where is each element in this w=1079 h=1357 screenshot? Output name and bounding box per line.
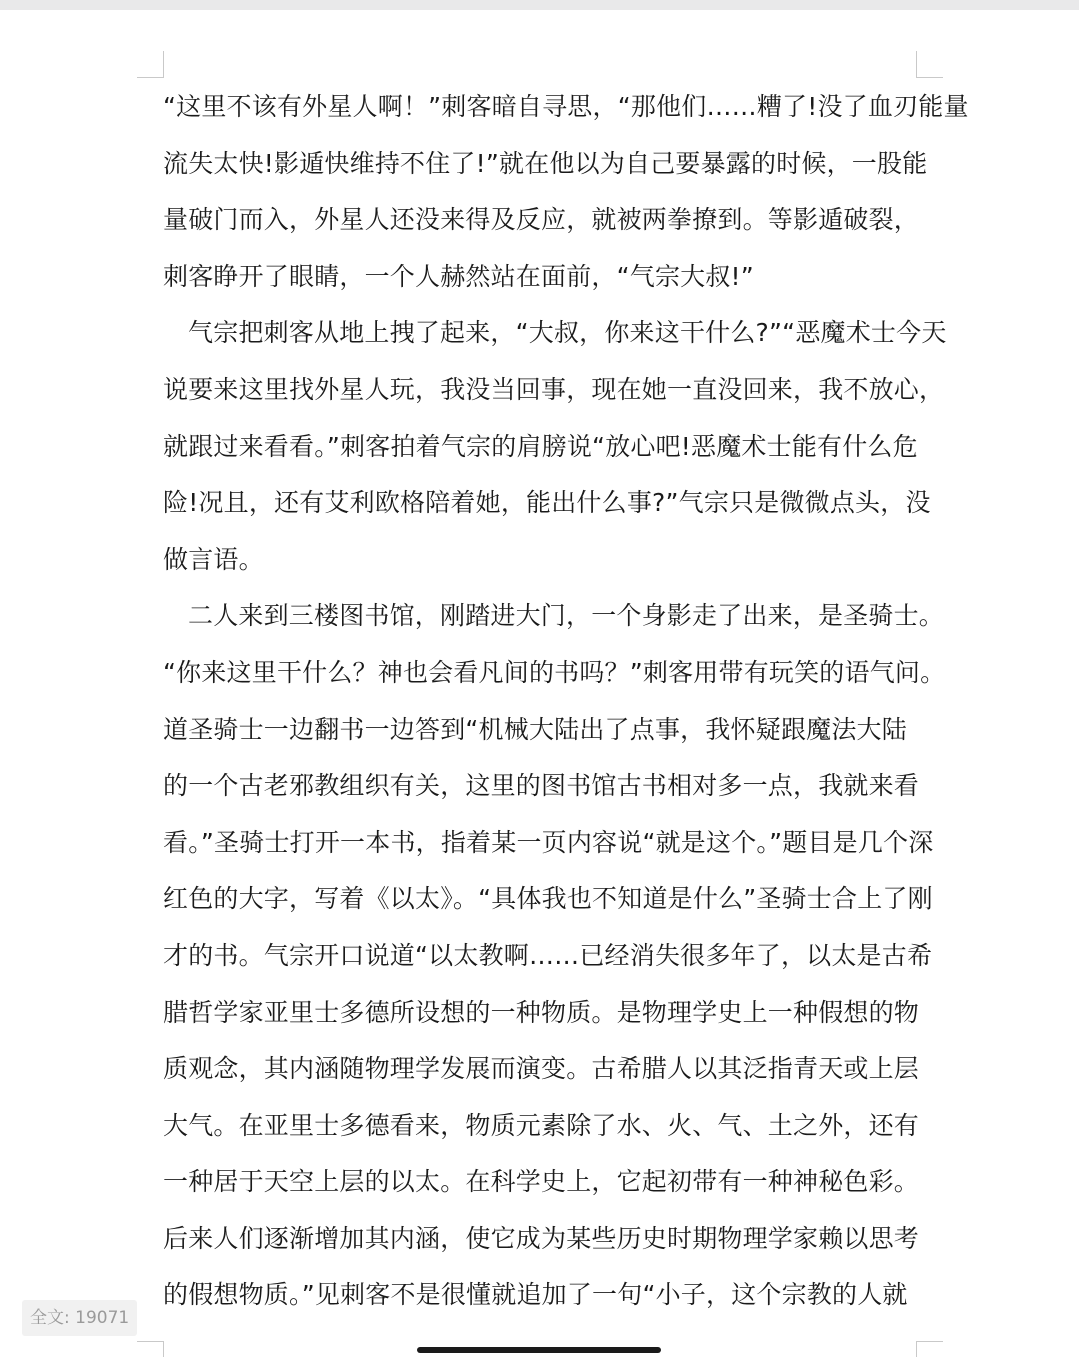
text-line: 大气。在亚里士多德看来，物质元素除了水、火、气、土之外，还有 (163, 1110, 920, 1140)
text-line: 一种居于天空上层的以太。在科学史上，它起初带有一种神秘色彩。 (163, 1167, 920, 1197)
page-corner-mark-bottom-right (916, 1341, 943, 1357)
text-line: 二人来到三楼图书馆，刚踏进大门，一个身影走了出来，是圣骑士。 (188, 601, 945, 631)
text-line: “这里不该有外星人啊！”刺客暗自寻思，“那他们……糟了!没了血刃能量 (163, 92, 969, 121)
text-line: 看。”圣骑士打开一本书，指着某一页内容说“就是这个。”题目是几个深 (163, 827, 934, 857)
page-corner-mark-top-right (916, 51, 943, 78)
text-line: 道圣骑士一边翻书一边答到“机械大陆出了点事，我怀疑跟魔法大陆 (163, 714, 907, 744)
text-line: 就跟过来看看。”刺客拍着气宗的肩膀说“放心吧!恶魔术士能有什么危 (163, 431, 918, 461)
text-line: 气宗把刺客从地上拽了起来，“大叔，你来这干什么?”“恶魔术士今天 (188, 318, 947, 348)
text-line: “你来这里干什么？神也会看凡间的书吗？”刺客用带有玩笑的语气问。 (163, 657, 946, 687)
text-line: 刺客睁开了眼睛，一个人赫然站在面前，“气宗大叔!” (163, 261, 754, 291)
page-corner-mark-top-left (137, 51, 164, 78)
text-line: 的假想物质。”见刺客不是很懂就追加了一句“小子，这个宗教的人就 (163, 1280, 908, 1310)
text-line: 说要来这里找外星人玩，我没当回事，现在她一直没回来，我不放心， (163, 374, 945, 404)
top-bar (0, 0, 1079, 10)
word-count-badge[interactable]: 全文: 19071 (22, 1300, 137, 1336)
text-line: 流失太快!影遁快维持不住了!”就在他以为自己要暴露的时候，一股能 (163, 148, 928, 178)
text-line: 险!况且，还有艾利欧格陪着她，能出什么事?”气宗只是微微点头，没 (163, 488, 931, 518)
text-line: 的一个古老邪教组织有关，这里的图书馆古书相对多一点，我就来看 (163, 771, 920, 801)
text-line: 做言语。 (163, 544, 264, 574)
text-line: 量破门而入，外星人还没来得及反应，就被两拳撩到。等影遁破裂， (163, 205, 920, 235)
text-line: 后来人们逐渐增加其内涵，使它成为某些历史时期物理学家赖以思考 (163, 1223, 920, 1253)
document-page[interactable] (163, 79, 969, 1324)
page-corner-mark-bottom-left (137, 1341, 164, 1357)
text-line: 红色的大字，写着《以太》。“具体我也不知道是什么”圣骑士合上了刚 (163, 884, 933, 914)
text-line: 腊哲学家亚里士多德所设想的一种物质。是物理学史上一种假想的物 (163, 997, 920, 1027)
text-line: 才的书。气宗开口说道“以太教啊……已经消失很多年了，以太是古希 (163, 940, 933, 970)
text-line: 质观念，其内涵随物理学发展而演变。古希腊人以其泛指青天或上层 (163, 1054, 920, 1084)
home-indicator[interactable] (417, 1347, 661, 1353)
